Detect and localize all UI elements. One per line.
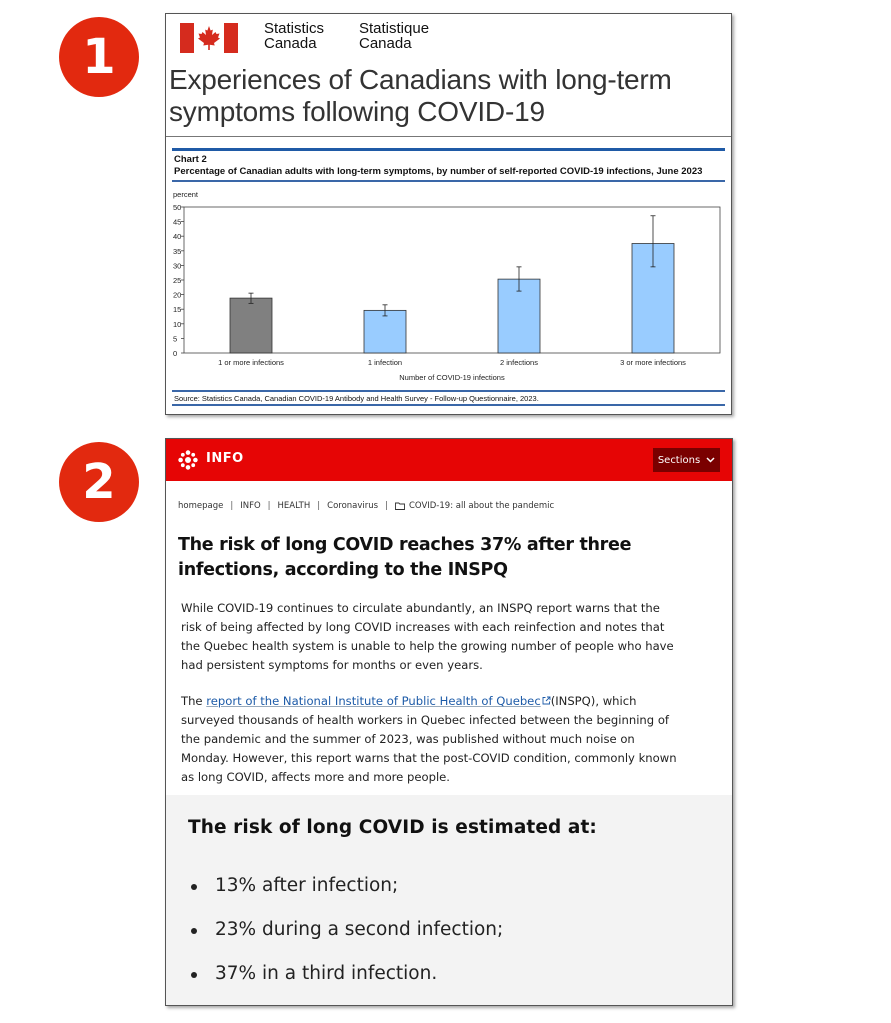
cbc-header-bar (166, 439, 732, 481)
breadcrumb-separator: | (230, 501, 234, 511)
y-axis-unit-label: percent (173, 190, 199, 199)
chart-number: Chart 2 (174, 154, 207, 165)
x-category-label: 1 or more infections (218, 358, 284, 367)
y-tick-label: 20 (173, 290, 182, 300)
bullet-icon (191, 972, 197, 978)
article-panel (165, 438, 733, 1006)
y-tick-label: 30 (173, 261, 182, 271)
sections-button[interactable] (653, 448, 720, 472)
bar-2 (364, 310, 406, 353)
risk-item (188, 875, 503, 919)
statcan-name-en-line1: Statistics (264, 20, 325, 37)
article-title: The risk of long COVID reaches 37% after three infections, according to the INSPQ (178, 535, 632, 580)
y-tick-label: 45 (173, 217, 182, 227)
chart-source-rule (172, 390, 725, 392)
chart-title-rule (172, 180, 725, 182)
risk-item-text: 37% in a third infection. (215, 963, 438, 984)
y-tick-label: 25 (173, 276, 182, 285)
breadcrumb-separator: | (267, 501, 271, 511)
step-badge-2: 2 (59, 442, 139, 522)
statcan-name-en-line2: Canada (264, 35, 317, 52)
x-category-label: 3 or more infections (620, 358, 686, 367)
paragraph-2-rest: (INSPQ), which surveyed thousands of health workers in Quebec infected between the beginning of the pandemic and the summer of 2023, was published without much noise on Monday. However, this report warns that the post-COVID condition, commonly known as long COVID, affects more and more people. (181, 694, 677, 784)
risk-list (188, 875, 503, 1006)
risk-item-text: 23% during a second infection; (215, 919, 504, 940)
sections-button-label: Sections (657, 454, 701, 466)
section-label[interactable]: INFO (206, 451, 244, 466)
statcan-header (180, 21, 429, 55)
article-paragraph-2 (181, 692, 681, 787)
breadcrumb-item-dossier[interactable]: COVID-19: all about the pandemic (408, 501, 555, 511)
risk-summary-box (166, 795, 732, 1005)
risk-item (188, 919, 503, 963)
breadcrumb-separator: | (317, 501, 321, 511)
x-category-label: 2 infections (500, 358, 538, 367)
bar-chart (172, 183, 725, 388)
external-link-icon (542, 696, 551, 705)
chevron-down-icon (706, 457, 715, 463)
bullet-icon (191, 928, 197, 934)
risk-heading: The risk of long COVID is estimated at: (188, 817, 597, 838)
inspq-report-link[interactable] (206, 694, 550, 708)
folder-icon (395, 502, 405, 510)
paragraph-2-prefix: The (181, 694, 207, 708)
statcan-name-fr-line2: Canada (359, 35, 412, 52)
inspq-report-link-text: report of the National Institute of Public Health of Quebec (206, 694, 541, 708)
title-divider (166, 136, 731, 137)
breadcrumb-item-health[interactable]: HEALTH (277, 501, 311, 511)
statcan-panel (165, 13, 732, 415)
y-tick-label: 40 (173, 232, 182, 242)
breadcrumb-item-homepage[interactable]: homepage (178, 501, 224, 511)
chart-title: Percentage of Canadian adults with long-term symptoms, by number of self-reported COVID-19 infections, June 2023 (174, 166, 703, 177)
bullet-icon (191, 884, 197, 890)
cbc-gem-icon[interactable] (178, 450, 198, 470)
statcan-name-en (264, 21, 334, 51)
canada-flag-icon (180, 23, 238, 53)
breadcrumb (178, 501, 554, 511)
statcan-name-fr (359, 21, 429, 51)
statcan-name-fr-line1: Statistique (359, 20, 430, 37)
y-tick-label: 0 (173, 349, 178, 358)
y-tick-label: 35 (173, 246, 182, 256)
risk-item (188, 963, 503, 1006)
chart-top-rule (172, 148, 725, 151)
risk-item-text: 13% after infection; (215, 875, 399, 896)
article-paragraph-1: While COVID-19 continues to circulate abundantly, an INSPQ report warns that the risk of being affected by long COVID increases with each reinfection and notes that the Quebec health system is unable to help the growing number of people who have had persistent symptoms for months or even years. (181, 601, 674, 672)
chart-source: Source: Statistics Canada, Canadian COVID-19 Antibody and Health Survey - Follow-up Questionnaire, 2023. (174, 394, 539, 403)
y-tick-label: 15 (173, 305, 182, 315)
breadcrumb-item-info[interactable]: INFO (240, 501, 261, 511)
chart-bottom-rule (172, 404, 725, 406)
report-title: Experiences of Canadians with long-term symptoms following COVID-19 (169, 64, 672, 127)
x-axis-title: Number of COVID-19 infections (399, 373, 505, 382)
bar-1 (230, 298, 272, 353)
y-tick-label: 10 (173, 319, 182, 329)
y-tick-label: 50 (173, 203, 182, 212)
breadcrumb-separator: | (385, 501, 388, 511)
chart-container (172, 148, 725, 408)
y-tick-label: 5 (173, 334, 178, 344)
breadcrumb-item-coronavirus[interactable]: Coronavirus (327, 501, 379, 511)
step-badge-1: 1 (59, 17, 139, 97)
x-category-label: 1 infection (367, 358, 403, 367)
